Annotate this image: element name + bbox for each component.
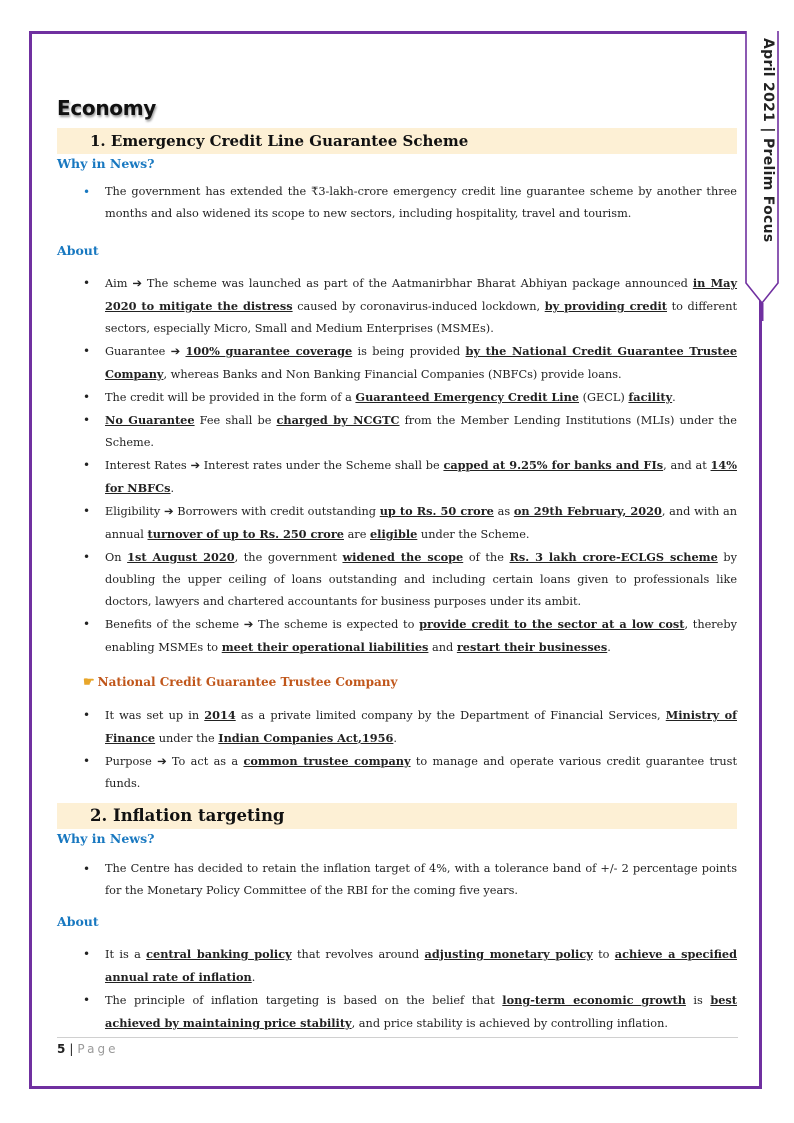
key-phrase: provide credit to the sector at a low cost (419, 617, 685, 631)
key-phrase: Guaranteed Emergency Credit Line (355, 390, 579, 404)
text-run: Benefits of the scheme ➔ The scheme is expected to (105, 618, 420, 631)
key-phrase: common trustee company (243, 754, 411, 768)
key-phrase: long-term economic growth (502, 993, 686, 1007)
key-phrase: central banking policy (146, 947, 292, 961)
text-run: are (343, 528, 370, 541)
text-run: It was set up in (105, 709, 205, 722)
text-run: caused by coronavirus-induced lockdown, (292, 300, 545, 313)
text-run: Aim ➔ The scheme was launched as part of the Aatmanirbhar Bharat Abhiyan package announced (105, 277, 693, 290)
list-item (57, 409, 737, 454)
key-phrase: 14% for NBFCs (105, 458, 738, 495)
key-phrase: Rs. 3 lakh crore-ECLGS scheme (509, 550, 718, 564)
pointing-hand-icon: ☛ (83, 675, 95, 690)
key-phrase: 100% guarantee coverage (185, 344, 353, 358)
page-number: 5 (57, 1042, 66, 1056)
list-item (57, 989, 737, 1035)
page-content (57, 96, 737, 1035)
key-phrase: widened the scope (342, 550, 464, 564)
text-run: and (428, 641, 457, 654)
page-footer (57, 1037, 738, 1056)
ncgtc-list (57, 704, 737, 795)
list-item: • The government has extended the ₹3-lakh-crore emergency credit line guarantee scheme by another three months and also widened its scope to new sectors, including hospitality, travel and tourism. (57, 181, 737, 225)
key-phrase: in May 2020 to mitigate the distress (105, 276, 738, 313)
why-in-news-list (57, 181, 737, 225)
text-run: . (607, 641, 611, 654)
why-in-news-label: Why in News? (57, 156, 155, 171)
text-run: Guarantee ➔ (105, 345, 186, 358)
text-run: to manage and operate various credit guarantee trust funds. (105, 755, 737, 790)
text-run: . (170, 482, 175, 495)
about-list (57, 943, 737, 1035)
text-run: under the Scheme. (417, 528, 530, 541)
text-run: by doubling the upper ceiling of loans outstanding and including certain loans given to professionals like doctors, lawyers and chartered accountants for business purposes under its ambit. (105, 551, 737, 608)
key-phrase: 2014 (204, 708, 236, 722)
section-heading: 2. Inflation targeting (57, 803, 737, 829)
key-phrase: 1st August 2020 (127, 550, 235, 564)
text-run: , and with an annual (105, 505, 738, 541)
why-in-news-list (57, 858, 737, 902)
text-run: is being provided (352, 345, 466, 358)
about-label: About (57, 914, 99, 929)
key-phrase: by the National Credit Guarantee Trustee Company (105, 344, 738, 381)
text-run: under the (155, 732, 219, 745)
list-item (57, 546, 737, 613)
key-phrase: on 29th February, 2020 (513, 504, 662, 518)
footer-separator: | (69, 1042, 74, 1056)
text-run: , the government (234, 551, 343, 564)
about-label: About (57, 243, 99, 258)
about-list (57, 272, 737, 659)
key-phrase: charged by NCGTC (276, 413, 400, 427)
text-run: The principle of inflation targeting is based on the belief that (105, 994, 503, 1007)
list-item (57, 500, 737, 546)
key-phrase: by providing credit (544, 299, 668, 313)
section-heading: 1. Emergency Credit Line Guarantee Scheme (57, 128, 737, 154)
side-tab-label: April 2021 | Prelim Focus (760, 38, 776, 243)
key-phrase: restart their businesses (456, 640, 608, 654)
text-run: (GECL) (579, 391, 629, 404)
key-phrase: adjusting monetary policy (424, 947, 593, 961)
text-run: from the Member Lending Institutions (MLIs) under the Scheme. (105, 414, 737, 449)
key-phrase: Indian Companies Act,1956 (218, 731, 394, 745)
text-run: Fee shall be (194, 414, 277, 427)
text-run: as a private limited company by the Department of Financial Services, (235, 709, 666, 722)
list-item: • The Centre has decided to retain the inflation target of 4%, with a tolerance band of +/- 2 percentage points for the Monetary Policy Committee of the RBI for the coming five years. (57, 858, 737, 902)
text-run: Interest Rates ➔ Interest rates under the Scheme shall be (105, 459, 444, 472)
text-run: . (251, 971, 256, 984)
ncgtc-subheading (83, 675, 737, 690)
text-run: as (493, 505, 514, 518)
text-run: , whereas Banks and Non Banking Financial Companies (NBFCs) provide loans. (163, 368, 622, 381)
text-run: . (672, 391, 676, 404)
list-item (57, 386, 737, 409)
key-phrase: turnover of up to Rs. 250 crore (147, 527, 344, 541)
text-run: . (393, 732, 397, 745)
key-phrase: No Guarantee (105, 413, 195, 427)
text-run: to (592, 948, 615, 961)
key-phrase: facility (628, 390, 673, 404)
list-item (57, 340, 737, 386)
key-phrase: up to Rs. 50 crore (379, 504, 494, 518)
text-run: , and price stability is achieved by controlling inflation. (351, 1017, 668, 1030)
text-run: of the (463, 551, 510, 564)
why-in-news-label: Why in News? (57, 831, 155, 846)
text-run: to different sectors, especially Micro, Small and Medium Enterprises (MSMEs). (105, 300, 738, 335)
text-run: , thereby enabling MSMEs to (105, 618, 737, 654)
text-run: Purpose ➔ To act as a (105, 755, 244, 768)
section-ecl-guarantee (57, 128, 737, 795)
list-item (57, 272, 737, 340)
page-label: Page (77, 1042, 119, 1056)
key-phrase: capped at 9.25% for banks and FIs (443, 458, 664, 472)
list-item (57, 613, 737, 659)
list-item (57, 454, 737, 500)
text-run: On (105, 551, 128, 564)
list-item (57, 943, 737, 989)
text-run: is (685, 994, 711, 1007)
key-phrase: best achieved by maintaining price stability (105, 993, 737, 1030)
list-item (57, 704, 737, 750)
text-run: It is a (105, 948, 147, 961)
section-inflation-targeting (57, 803, 737, 1035)
ncgtc-heading-text: National Credit Guarantee Trustee Company (97, 675, 398, 689)
text-run: The credit will be provided in the form of a (105, 391, 356, 404)
text-run: that revolves around (291, 948, 425, 961)
key-phrase: meet their operational liabilities (221, 640, 429, 654)
list-item (57, 750, 737, 795)
text-run: , and at (663, 459, 711, 472)
key-phrase: eligible (370, 527, 418, 541)
page-title: Economy (57, 96, 157, 120)
text-run: Eligibility ➔ Borrowers with credit outstanding (105, 505, 380, 518)
key-phrase: Ministry of Finance (105, 708, 737, 745)
key-phrase: achieve a specified annual rate of inflation (105, 947, 738, 984)
